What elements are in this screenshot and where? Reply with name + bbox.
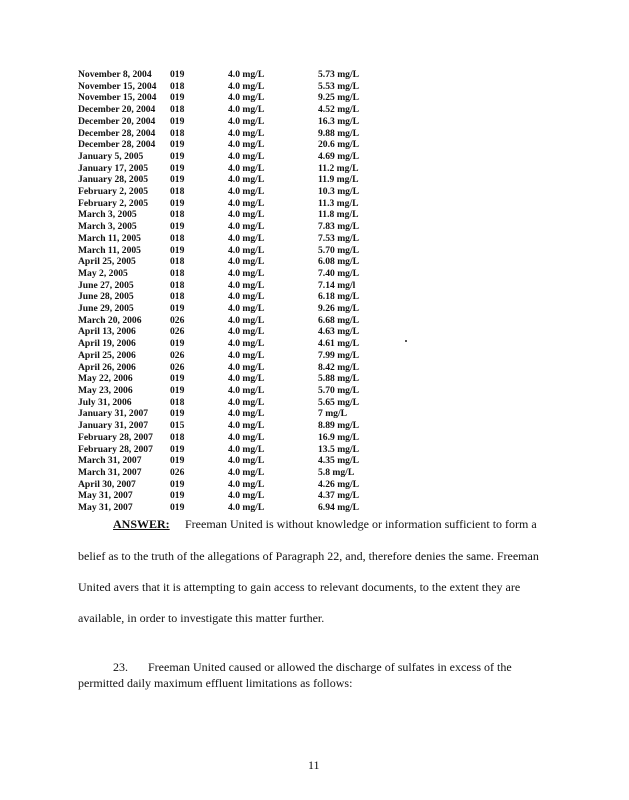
- limit-cell: 4.0 mg/L: [228, 139, 265, 151]
- answer-line-1: Freeman United is without knowledge or information sufficient to form a: [185, 517, 537, 531]
- date-cell: April 30, 2007: [78, 478, 136, 490]
- outfall-cell: 019: [170, 139, 185, 151]
- answer-line-3: United avers that it is attempting to gain access to relevant documents, to the extent they are: [78, 580, 521, 594]
- value-cell: 4.37 mg/L: [318, 490, 360, 502]
- date-cell: December 28, 2004: [78, 139, 156, 151]
- outfall-cell: 018: [170, 104, 185, 116]
- outfall-cell: 026: [170, 314, 185, 326]
- value-cell: 4.63 mg/L: [318, 326, 360, 338]
- date-cell: March 3, 2005: [78, 209, 137, 221]
- table-row: [78, 326, 398, 338]
- date-cell: April 13, 2006: [78, 326, 136, 338]
- outfall-cell: 018: [170, 256, 185, 268]
- date-cell: March 11, 2005: [78, 244, 141, 256]
- table-row: [78, 291, 398, 303]
- date-cell: May 31, 2007: [78, 502, 133, 514]
- limit-cell: 4.0 mg/L: [228, 349, 265, 361]
- value-cell: 6.18 mg/L: [318, 291, 360, 303]
- value-cell: 11.9 mg/L: [318, 174, 359, 186]
- date-cell: April 26, 2006: [78, 361, 136, 373]
- date-cell: March 31, 2007: [78, 455, 142, 467]
- outfall-cell: 026: [170, 361, 185, 373]
- value-cell: 8.89 mg/L: [318, 420, 360, 432]
- table-row: [78, 174, 398, 186]
- limit-cell: 4.0 mg/L: [228, 197, 265, 209]
- date-cell: March 31, 2007: [78, 466, 142, 478]
- table-row: [78, 385, 398, 397]
- outfall-cell: 019: [170, 490, 185, 502]
- value-cell: 7.99 mg/L: [318, 349, 360, 361]
- limit-cell: 4.0 mg/L: [228, 466, 265, 478]
- table-row: [78, 280, 398, 292]
- date-cell: May 22, 2006: [78, 373, 133, 385]
- limit-cell: 4.0 mg/L: [228, 443, 265, 455]
- outfall-cell: 018: [170, 80, 185, 92]
- table-row: [78, 245, 398, 257]
- date-cell: January 31, 2007: [78, 420, 149, 432]
- table-row: [78, 373, 398, 385]
- table-row: [78, 69, 398, 81]
- value-cell: 5.70 mg/L: [318, 384, 360, 396]
- outfall-cell: 019: [170, 338, 185, 350]
- table-row: [78, 420, 398, 432]
- table-row: [78, 455, 398, 467]
- value-cell: 16.9 mg/L: [318, 431, 360, 443]
- outfall-cell: 019: [170, 115, 185, 127]
- outfall-cell: 018: [170, 127, 185, 139]
- limit-cell: 4.0 mg/L: [228, 291, 265, 303]
- outfall-cell: 019: [170, 92, 185, 104]
- table-row: [78, 303, 398, 315]
- value-cell: 5.73 mg/L: [318, 69, 360, 80]
- table-row: [78, 198, 398, 210]
- value-cell: 9.25 mg/L: [318, 92, 360, 104]
- paragraph-number: 23.: [113, 660, 128, 674]
- outfall-cell: 019: [170, 443, 185, 455]
- table-row: [78, 186, 398, 198]
- table-row: [78, 116, 398, 128]
- value-cell: 4.69 mg/L: [318, 150, 360, 162]
- limit-cell: 4.0 mg/L: [228, 455, 265, 467]
- value-cell: 6.94 mg/L: [318, 502, 360, 514]
- scan-speck: [405, 340, 407, 342]
- outfall-cell: 018: [170, 396, 185, 408]
- outfall-cell: 019: [170, 408, 185, 420]
- value-cell: 7.14 mg/l: [318, 279, 356, 291]
- exceedance-table: [78, 69, 398, 514]
- outfall-cell: 019: [170, 150, 185, 162]
- date-cell: January 31, 2007: [78, 408, 149, 420]
- limit-cell: 4.0 mg/L: [228, 420, 265, 432]
- outfall-cell: 019: [170, 373, 185, 385]
- date-cell: February 28, 2007: [78, 443, 153, 455]
- limit-cell: 4.0 mg/L: [228, 303, 265, 315]
- limit-cell: 4.0 mg/L: [228, 431, 265, 443]
- table-row: [78, 490, 398, 502]
- date-cell: November 15, 2004: [78, 92, 157, 104]
- limit-cell: 4.0 mg/L: [228, 127, 265, 139]
- table-row: [78, 209, 398, 221]
- value-cell: 4.61 mg/L: [318, 338, 360, 350]
- limit-cell: 4.0 mg/L: [228, 373, 265, 385]
- outfall-cell: 026: [170, 466, 185, 478]
- table-row: [78, 350, 398, 362]
- outfall-cell: 019: [170, 384, 185, 396]
- limit-cell: 4.0 mg/L: [228, 244, 265, 256]
- limit-cell: 4.0 mg/L: [228, 232, 265, 244]
- value-cell: 7.40 mg/L: [318, 267, 360, 279]
- table-row: [78, 104, 398, 116]
- limit-cell: 4.0 mg/L: [228, 502, 265, 514]
- outfall-cell: 019: [170, 303, 185, 315]
- date-cell: March 20, 2006: [78, 314, 142, 326]
- limit-cell: 4.0 mg/L: [228, 267, 265, 279]
- date-cell: June 27, 2005: [78, 279, 134, 291]
- outfall-cell: 019: [170, 174, 185, 186]
- table-row: [78, 444, 398, 456]
- outfall-cell: 018: [170, 186, 185, 198]
- value-cell: 5.65 mg/L: [318, 396, 360, 408]
- limit-cell: 4.0 mg/L: [228, 338, 265, 350]
- date-cell: February 28, 2007: [78, 431, 153, 443]
- date-cell: May 23, 2006: [78, 384, 133, 396]
- value-cell: 4.26 mg/L: [318, 478, 360, 490]
- table-row: [78, 338, 398, 350]
- outfall-cell: 019: [170, 455, 185, 467]
- limit-cell: 4.0 mg/L: [228, 209, 265, 221]
- value-cell: 5.70 mg/L: [318, 244, 360, 256]
- table-row: [78, 315, 398, 327]
- date-cell: February 2, 2005: [78, 186, 149, 198]
- value-cell: 11.3 mg/L: [318, 197, 359, 209]
- limit-cell: 4.0 mg/L: [228, 92, 265, 104]
- limit-cell: 4.0 mg/L: [228, 115, 265, 127]
- limit-cell: 4.0 mg/L: [228, 221, 265, 233]
- limit-cell: 4.0 mg/L: [228, 80, 265, 92]
- value-cell: 4.52 mg/L: [318, 104, 360, 116]
- table-row: [78, 81, 398, 93]
- value-cell: 5.88 mg/L: [318, 373, 360, 385]
- table-row: [78, 139, 398, 151]
- date-cell: February 2, 2005: [78, 197, 149, 209]
- outfall-cell: 026: [170, 349, 185, 361]
- answer-label: ANSWER:: [113, 517, 170, 531]
- date-cell: April 19, 2006: [78, 338, 136, 350]
- table-row: [78, 128, 398, 140]
- value-cell: 9.88 mg/L: [318, 127, 360, 139]
- value-cell: 20.6 mg/L: [318, 139, 360, 151]
- limit-cell: 4.0 mg/L: [228, 490, 265, 502]
- limit-cell: 4.0 mg/L: [228, 256, 265, 268]
- paragraph-23-line-2: permitted daily maximum effluent limitations as follows:: [78, 676, 353, 690]
- outfall-cell: 018: [170, 279, 185, 291]
- value-cell: 7.53 mg/L: [318, 232, 360, 244]
- value-cell: 6.08 mg/L: [318, 256, 360, 268]
- limit-cell: 4.0 mg/L: [228, 174, 265, 186]
- outfall-cell: 019: [170, 162, 185, 174]
- table-row: [78, 397, 398, 409]
- table-row: [78, 268, 398, 280]
- limit-cell: 4.0 mg/L: [228, 104, 265, 116]
- value-cell: 8.42 mg/L: [318, 361, 360, 373]
- table-row: [78, 221, 398, 233]
- limit-cell: 4.0 mg/L: [228, 361, 265, 373]
- value-cell: 11.8 mg/L: [318, 209, 359, 221]
- value-cell: 5.8 mg/L: [318, 466, 355, 478]
- table-row: [78, 233, 398, 245]
- outfall-cell: 015: [170, 420, 185, 432]
- answer-line-2: belief as to the truth of the allegations of Paragraph 22, and, therefore denies the same. Freeman: [78, 549, 539, 563]
- paragraph-23-line-1: Freeman United caused or allowed the discharge of sulfates in excess of the: [148, 660, 512, 674]
- value-cell: 13.5 mg/L: [318, 443, 360, 455]
- limit-cell: 4.0 mg/L: [228, 478, 265, 490]
- value-cell: 10.3 mg/L: [318, 186, 360, 198]
- page-number: 11: [308, 758, 320, 772]
- date-cell: May 31, 2007: [78, 490, 133, 502]
- value-cell: 6.68 mg/L: [318, 314, 360, 326]
- table-row: [78, 408, 398, 420]
- table-row: [78, 479, 398, 491]
- outfall-cell: 019: [170, 478, 185, 490]
- date-cell: January 5, 2005: [78, 150, 144, 162]
- outfall-cell: 019: [170, 244, 185, 256]
- value-cell: 7 mg/L: [318, 408, 348, 420]
- table-row: [78, 163, 398, 175]
- value-cell: 11.2 mg/L: [318, 162, 359, 174]
- answer-line-4: available, in order to investigate this matter further.: [78, 611, 325, 625]
- limit-cell: 4.0 mg/L: [228, 396, 265, 408]
- value-cell: 7.83 mg/L: [318, 221, 360, 233]
- value-cell: 4.35 mg/L: [318, 455, 360, 467]
- table-row: [78, 502, 398, 514]
- date-cell: January 17, 2005: [78, 162, 149, 174]
- limit-cell: 4.0 mg/L: [228, 408, 265, 420]
- date-cell: December 20, 2004: [78, 115, 156, 127]
- outfall-cell: 019: [170, 221, 185, 233]
- exceedance-table-body: [78, 69, 398, 514]
- table-row: [78, 151, 398, 163]
- limit-cell: 4.0 mg/L: [228, 186, 265, 198]
- outfall-cell: 018: [170, 431, 185, 443]
- date-cell: December 20, 2004: [78, 104, 156, 116]
- value-cell: 16.3 mg/L: [318, 115, 360, 127]
- outfall-cell: 026: [170, 326, 185, 338]
- date-cell: January 28, 2005: [78, 174, 149, 186]
- outfall-cell: 018: [170, 291, 185, 303]
- limit-cell: 4.0 mg/L: [228, 150, 265, 162]
- outfall-cell: 019: [170, 502, 185, 514]
- table-row: [78, 92, 398, 104]
- date-cell: March 3, 2005: [78, 221, 137, 233]
- outfall-cell: 018: [170, 209, 185, 221]
- date-cell: April 25, 2006: [78, 349, 136, 361]
- limit-cell: 4.0 mg/L: [228, 384, 265, 396]
- outfall-cell: 019: [170, 197, 185, 209]
- date-cell: April 25, 2005: [78, 256, 136, 268]
- value-cell: 5.53 mg/L: [318, 80, 360, 92]
- outfall-cell: 019: [170, 69, 185, 80]
- table-row: [78, 467, 398, 479]
- limit-cell: 4.0 mg/L: [228, 162, 265, 174]
- date-cell: March 11, 2005: [78, 232, 141, 244]
- date-cell: December 28, 2004: [78, 127, 156, 139]
- date-cell: May 2, 2005: [78, 267, 128, 279]
- limit-cell: 4.0 mg/L: [228, 314, 265, 326]
- limit-cell: 4.0 mg/L: [228, 326, 265, 338]
- date-cell: July 31, 2006: [78, 396, 132, 408]
- table-row: [78, 256, 398, 268]
- date-cell: June 28, 2005: [78, 291, 134, 303]
- table-row: [78, 432, 398, 444]
- limit-cell: 4.0 mg/L: [228, 69, 265, 80]
- date-cell: November 8, 2004: [78, 69, 152, 80]
- outfall-cell: 018: [170, 267, 185, 279]
- table-row: [78, 362, 398, 374]
- date-cell: June 29, 2005: [78, 303, 134, 315]
- value-cell: 9.26 mg/L: [318, 303, 360, 315]
- outfall-cell: 018: [170, 232, 185, 244]
- limit-cell: 4.0 mg/L: [228, 279, 265, 291]
- date-cell: November 15, 2004: [78, 80, 157, 92]
